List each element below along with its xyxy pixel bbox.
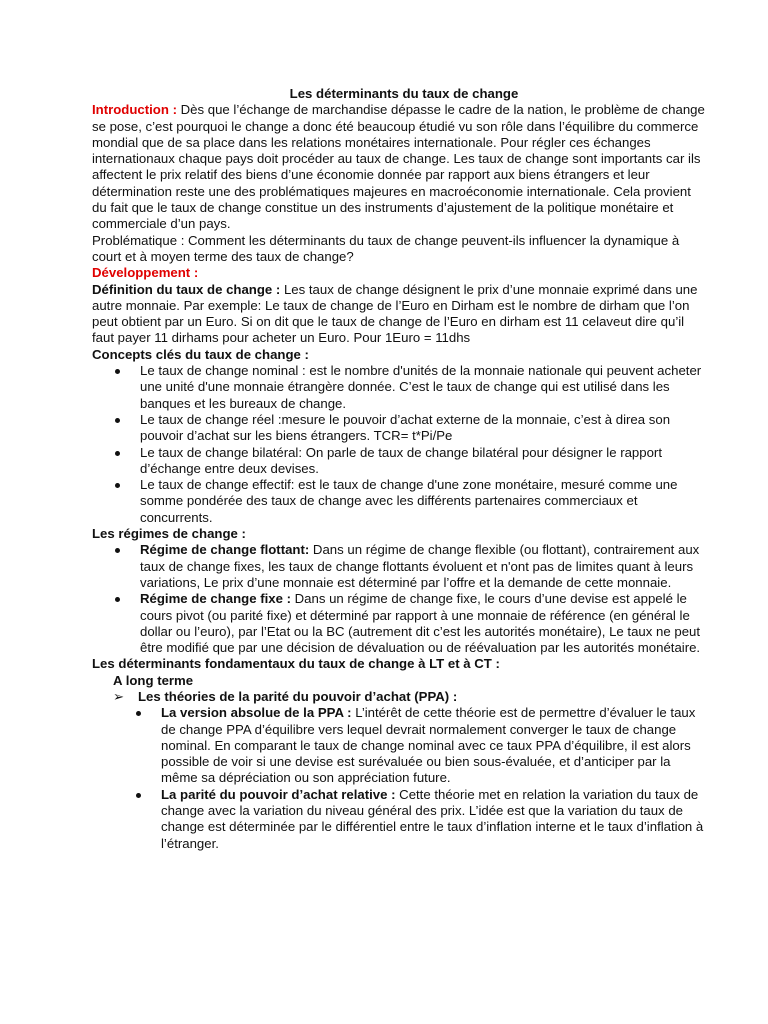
list-item: Le taux de change nominal : est le nombre d'unités de la monnaie nationale qui peuvent acheter une unité d'une monnaie étrangère donnée. C’est le taux de change qui est utilisé dans les banques et les bureaux de change. xyxy=(92,363,708,412)
regime-text: Dans un régime de change fixe, le cours d’une devise est appelé le cours pivot (ou parité fixe) et déterminé par rapport à une monnaie de référence (en général le dollar ou l’euro), par l’Etat ou la BC (autrement dit c’est les autorités monétaire), Le taux ne peut être modifié que par une décision de dévaluation ou de réévaluation par les autorités monétaire. xyxy=(140,591,701,656)
definition-paragraph xyxy=(92,282,708,347)
ppa-list xyxy=(92,705,708,852)
document-title: Les déterminants du taux de change xyxy=(289,86,519,101)
arrow-bullet-icon: ➢ xyxy=(113,688,125,704)
intro-paragraph xyxy=(92,102,708,232)
long-term-heading: A long terme xyxy=(113,672,194,688)
regime-label: Régime de change fixe : xyxy=(140,591,291,607)
ppa-label: La parité du pouvoir d’achat relative : xyxy=(161,786,396,802)
list-item xyxy=(92,542,708,591)
list-item xyxy=(92,705,708,786)
ppa-text: L’intérêt de cette théorie est de permettre d’évaluer le taux de change PPA d’équilibre vers lequel devrait normalement converger le taux de change nominal. En comparant le taux de change nominal avec ce taux PPA d’équilibre, il est alors possible de voir si une devise est surévaluée ou bien sous-évaluée, et d’anticiper par la même sa dépréciation ou son appréciation future. xyxy=(161,705,696,786)
list-item xyxy=(92,591,708,656)
list-item: Le taux de change effectif: est le taux de change d'une zone monétaire, mesuré comme une somme pondérée des taux de change avec les différents partenaires commerciaux et concurrents. xyxy=(92,477,708,526)
regimes-list xyxy=(92,542,708,656)
list-item: Le taux de change bilatéral: On parle de taux de change bilatéral pour désigner le rapport d’échange entre deux devises. xyxy=(92,445,708,478)
definition-label: Définition du taux de change : xyxy=(92,281,281,297)
ppa-heading-text: Les théories de la parité du pouvoir d’achat (PPA) : xyxy=(138,688,458,704)
list-item: Le taux de change réel :mesure le pouvoir d’achat externe de la monnaie, c’est à direa son pouvoir d’achat sur les biens étrangers. TCR= t*Pi/Pe xyxy=(92,412,708,445)
problematique-paragraph: Problématique : Comment les déterminants du taux de change peuvent-ils influencer la dynamique à court et à moyen terme des taux de change? xyxy=(92,232,680,264)
concepts-list xyxy=(92,363,708,526)
determinants-heading: Les déterminants fondamentaux du taux de change à LT et à CT : xyxy=(92,656,500,672)
developpement-heading: Développement : xyxy=(92,265,199,281)
concepts-heading: Concepts clés du taux de change : xyxy=(92,346,309,362)
ppa-label: La version absolue de la PPA : xyxy=(161,705,352,721)
regime-text: Dans un régime de change flexible (ou flottant), contrairement aux taux de change fixes, les taux de change flottants évoluent et n'ont pas de limites quant à leurs variations, Le prix d’une monnaie est déterminé par l’offre et la demande de cette monnaie. xyxy=(140,542,700,590)
list-item xyxy=(92,787,708,852)
intro-label: Introduction : xyxy=(92,102,177,118)
ppa-text: Cette théorie met en relation la variation du taux de change avec la variation du niveau général des prix. L’idée est que la variation du taux de change est déterminée par le différentiel entre le taux d’inflation interne et le taux d’inflation à l’étranger. xyxy=(161,786,704,851)
regime-label: Régime de change flottant: xyxy=(140,542,310,558)
intro-text: Dès que l’échange de marchandise dépasse le cadre de la nation, le problème de change se pose, c’est pourquoi le change a donc été beaucoup étudié vu son rôle dans l’équilibre du commerce mondial que de sa place dans les relations monétaires internationale. Pour régler ces échanges internationaux chaque pays doit procéder au taux de change. Les taux de change sont importants car ils affectent le prix relatif des biens d’une économie donnée par rapport aux biens étrangers et leur détermination reste une des problématiques majeures en macroéconomie internationale. Cela provient du fait que le taux de change constitue un des instruments d’ajustement de la politique monétaire et commerciale d’un pays. xyxy=(92,102,705,232)
regimes-heading: Les régimes de change : xyxy=(92,526,246,542)
definition-text: Les taux de change désignent le prix d’une monnaie exprimé dans une autre monnaie. Par exemple: Le taux de change de l’Euro en Dirham est le nombre de dirham que l’on peut obtient par un Euro. Si on dit que le taux de change de l’Euro en dirham est 11 celaveut dire qu’il faut payer 11 dirhams pour acheter un Euro. Pour 1Euro = 11dhs xyxy=(92,281,698,346)
ppa-heading xyxy=(92,689,708,705)
